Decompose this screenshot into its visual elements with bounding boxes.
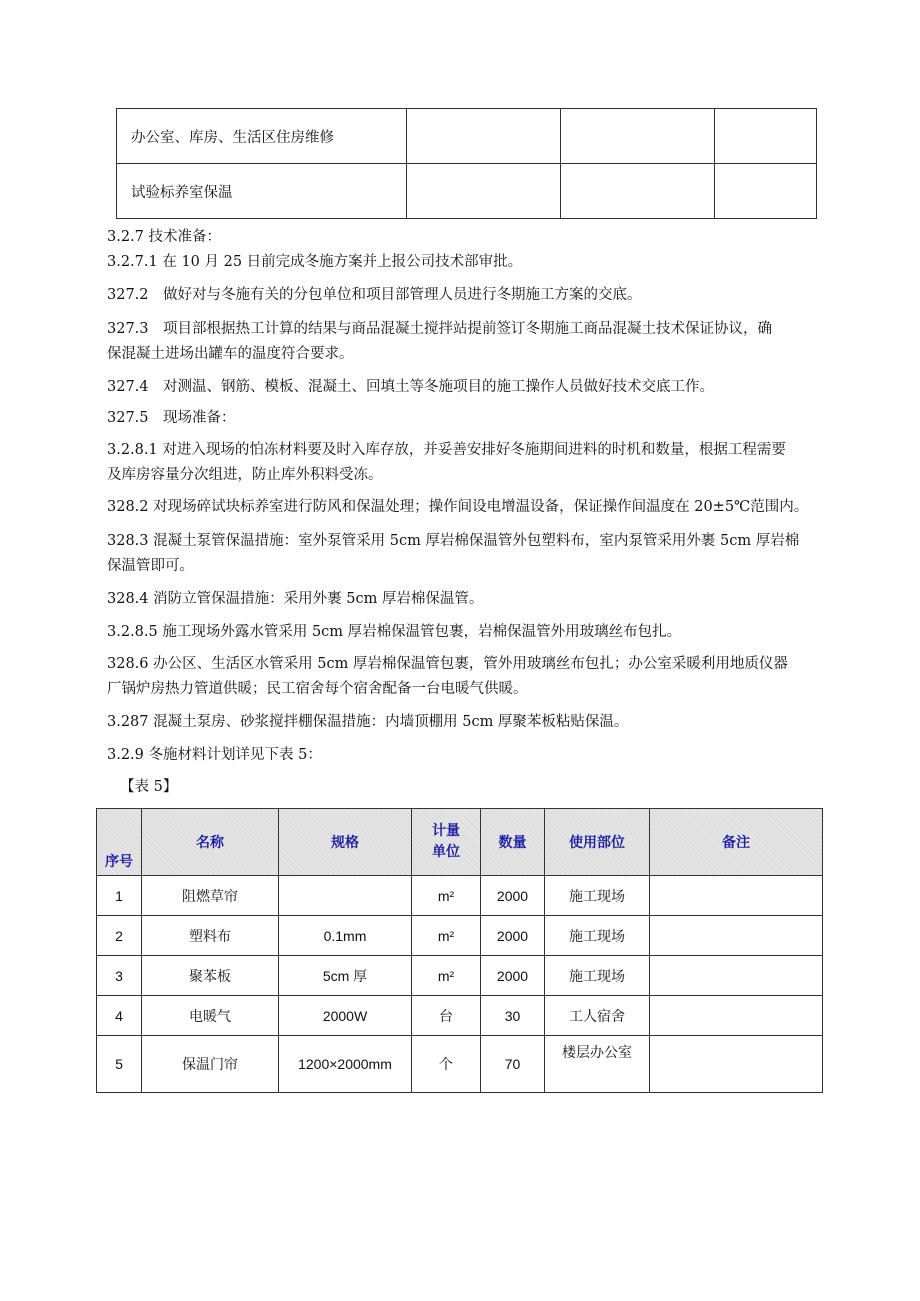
paragraph-line: 及库房容量分次组进，防止库外积料受冻。 [107,467,383,483]
paragraph-line: 3.287 混凝土泵房、砂浆搅拌棚保温措施：内墙顶棚用 5cm 厚聚苯板粘贴保温。 [107,714,629,730]
paragraph-line: 保温管即可。 [107,558,194,574]
cell-name: 保温门帘 [142,1036,279,1093]
cell-unit: 台 [412,996,481,1036]
cell-remark [650,996,823,1036]
cell-remark [650,956,823,996]
table-row [117,164,817,219]
cell-location: 施工现场 [545,916,650,956]
table-cell-label: 试验标养室保温 [117,164,407,219]
table-row [117,109,817,164]
cell-name: 塑料布 [142,916,279,956]
table-row [97,996,823,1036]
cell-location: 工人宿舍 [545,996,650,1036]
cell-seq: 4 [97,996,142,1036]
cell-qty: 2000 [481,956,545,996]
cell-spec: 0.1mm [279,916,412,956]
cell-location: 施工现场 [545,956,650,996]
header-remark: 备注 [650,809,823,876]
paragraph-line: 3.2.8.1 对进入现场的怕冻材料要及时入库存放，并妥善安排好冬施期间进料的时机和数量，根据工程需要 [107,442,786,458]
table-cell [407,164,561,219]
table-caption: 【表 5】 [120,779,178,795]
cell-seq: 5 [97,1036,142,1093]
header-name: 名称 [142,809,279,876]
cell-location: 楼层办公室 [545,1036,650,1093]
table-cell [407,109,561,164]
paragraph-line: 3.2.7.1 在 10 月 25 日前完成冬施方案并上报公司技术部审批。 [107,254,523,270]
paragraph-line: 327.3 项目部根据热工计算的结果与商品混凝土搅拌站提前签订冬期施工商品混凝土技术保证协议，确 [107,321,773,337]
paragraph-line: 328.2 对现场碎试块标养室进行防风和保温处理；操作间设电增温设备，保证操作间温度在 20±5℃范围内。 [107,499,809,515]
top-table [116,108,817,219]
cell-location: 施工现场 [545,876,650,916]
header-unit: 计量 单位 [412,809,481,876]
cell-unit: m² [412,916,481,956]
paragraph-line: 327.5 现场准备： [107,410,236,426]
table-cell [561,109,715,164]
header-qty: 数量 [481,809,545,876]
cell-remark [650,916,823,956]
cell-remark [650,876,823,916]
paragraph-line: 328.4 消防立管保温措施：采用外裹 5cm 厚岩棉保温管。 [107,591,484,607]
cell-seq: 1 [97,876,142,916]
paragraph-line: 厂锅炉房热力管道供暖；民工宿舍每个宿舍配备一台电暖气供暖。 [107,681,528,697]
paragraph-line: 328.3 混凝土泵管保温措施：室外泵管采用 5cm 厚岩棉保温管外包塑料布，室内泵管采用外裹 5cm 厚岩棉 [107,533,800,549]
cell-spec [279,876,412,916]
paragraph-line: 327.4 对测温、钢筋、模板、混凝土、回填土等冬施项目的施工操作人员做好技术交底工作。 [107,379,715,395]
cell-remark [650,1036,823,1093]
cell-name: 电暖气 [142,996,279,1036]
materials-table [96,808,823,1093]
table-row [97,916,823,956]
header-seq: 序号 [97,809,142,876]
paragraph-line: 328.6 办公区、生活区水管采用 5cm 厚岩棉保温管包裹，管外用玻璃丝布包扎；办公室采暖利用地质仪器 [107,656,788,672]
table-row [97,956,823,996]
cell-spec: 2000W [279,996,412,1036]
cell-spec: 5cm 厚 [279,956,412,996]
header-location: 使用部位 [545,809,650,876]
cell-unit: 个 [412,1036,481,1093]
cell-name: 阻燃草帘 [142,876,279,916]
paragraph-line: 3.2.8.5 施工现场外露水管采用 5cm 厚岩棉保温管包裹，岩棉保温管外用玻璃丝布包扎。 [107,624,682,640]
table-cell-label: 办公室、库房、生活区住房维修 [117,109,407,164]
table-cell [715,109,817,164]
cell-seq: 3 [97,956,142,996]
section-heading: 3.2.7 技术准备： [107,229,222,245]
cell-unit: m² [412,956,481,996]
table-row [97,876,823,916]
cell-unit: m² [412,876,481,916]
cell-qty: 30 [481,996,545,1036]
cell-seq: 2 [97,916,142,956]
table-cell [561,164,715,219]
cell-qty: 2000 [481,876,545,916]
table-header-row [97,809,823,876]
cell-name: 聚苯板 [142,956,279,996]
paragraph-line: 保混凝土进场出罐车的温度符合要求。 [107,346,354,362]
paragraph-line: 327.2 做好对与冬施有关的分包单位和项目部管理人员进行冬期施工方案的交底。 [107,287,642,303]
cell-spec: 1200×2000mm [279,1036,412,1093]
table-row [97,1036,823,1093]
paragraph-line: 3.2.9 冬施材料计划详见下表 5： [107,747,322,763]
table-cell [715,164,817,219]
cell-qty: 2000 [481,916,545,956]
cell-qty: 70 [481,1036,545,1093]
header-spec: 规格 [279,809,412,876]
